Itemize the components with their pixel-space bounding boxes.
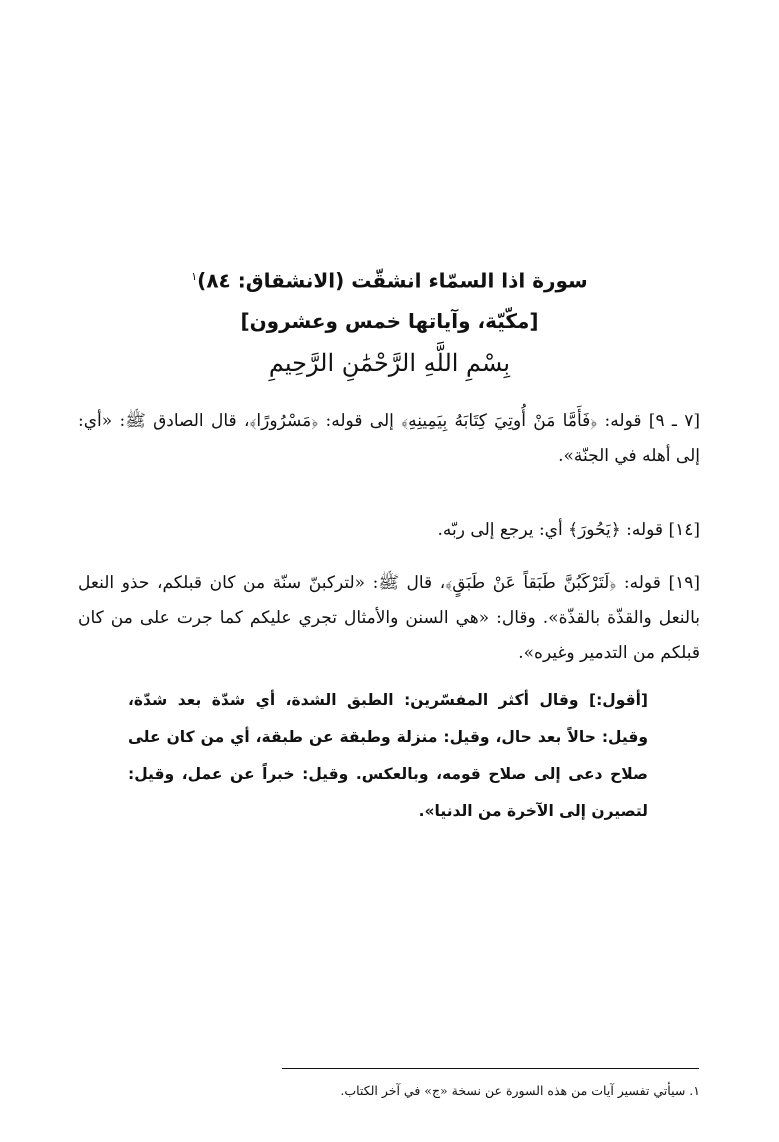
- paragraph-verses-7-9: [٧ ـ ٩] قوله: ﴿فَأَمَّا مَنْ أُوتِيَ كِتَابَهُ بِيَمِينِهِ﴾ إلى قوله: ﴿مَسْرُورًا﴾، قال الصادق ﷺ: «أي: إلى أهله في الجنّة».: [78, 411, 701, 466]
- paragraph-verse-19: [١٩] قوله: ﴿لَتَرْكَبُنَّ طَبَقاً عَنْ طَبَقٍ﴾، قال ﷺ: «لتركبنّ سنّة من كان قبلكم، حذو النعل بالنعل والقذّة بالقذّة». وقال: «هي السنن والأمثال تجري عليكم كما جرت على من كان قبلكم من التدمير وغيره».: [78, 573, 700, 663]
- footnote-text: سيأتي تفسير آيات من هذه السورة عن نسخة «ج» في آخر الكتاب.: [340, 1083, 686, 1098]
- footnote-divider: [282, 1068, 699, 1069]
- basmala-calligraphy: بِسْمِ اللَّهِ الرَّحْمَٰنِ الرَّحِيمِ: [268, 349, 511, 377]
- footnote: [200, 1080, 700, 1102]
- commentary-paragraph: [أقول:] وقال أكثر المفسّرين: الطبق الشدة، أي شدّة بعد شدّة، وقيل: حالاً بعد حال، وقيل: منزلة وطبقة عن طبقة، أي من كان على صلاح دعى إلى صلاح قومه، وبالعكس. وقيل: خبراً عن عمل، وقيل: لتصيرن إلى الآخرة من الدنيا».: [128, 691, 648, 820]
- footnote-marker: ١.: [689, 1083, 700, 1098]
- surah-title-text: سورة اذا السمّاء انشقّت (الانشقاق: ٨٤): [197, 268, 588, 293]
- surah-subtitle: [مكّيّة، وآياتها خمس وعشرون]: [240, 309, 539, 333]
- paragraph-verse-14: [١٤] قوله: ﴿يَحُورَ﴾ أي: يرجع إلى ربّه.: [437, 520, 700, 540]
- surah-title: [120, 262, 659, 296]
- title-footnote-marker: ١: [191, 270, 198, 283]
